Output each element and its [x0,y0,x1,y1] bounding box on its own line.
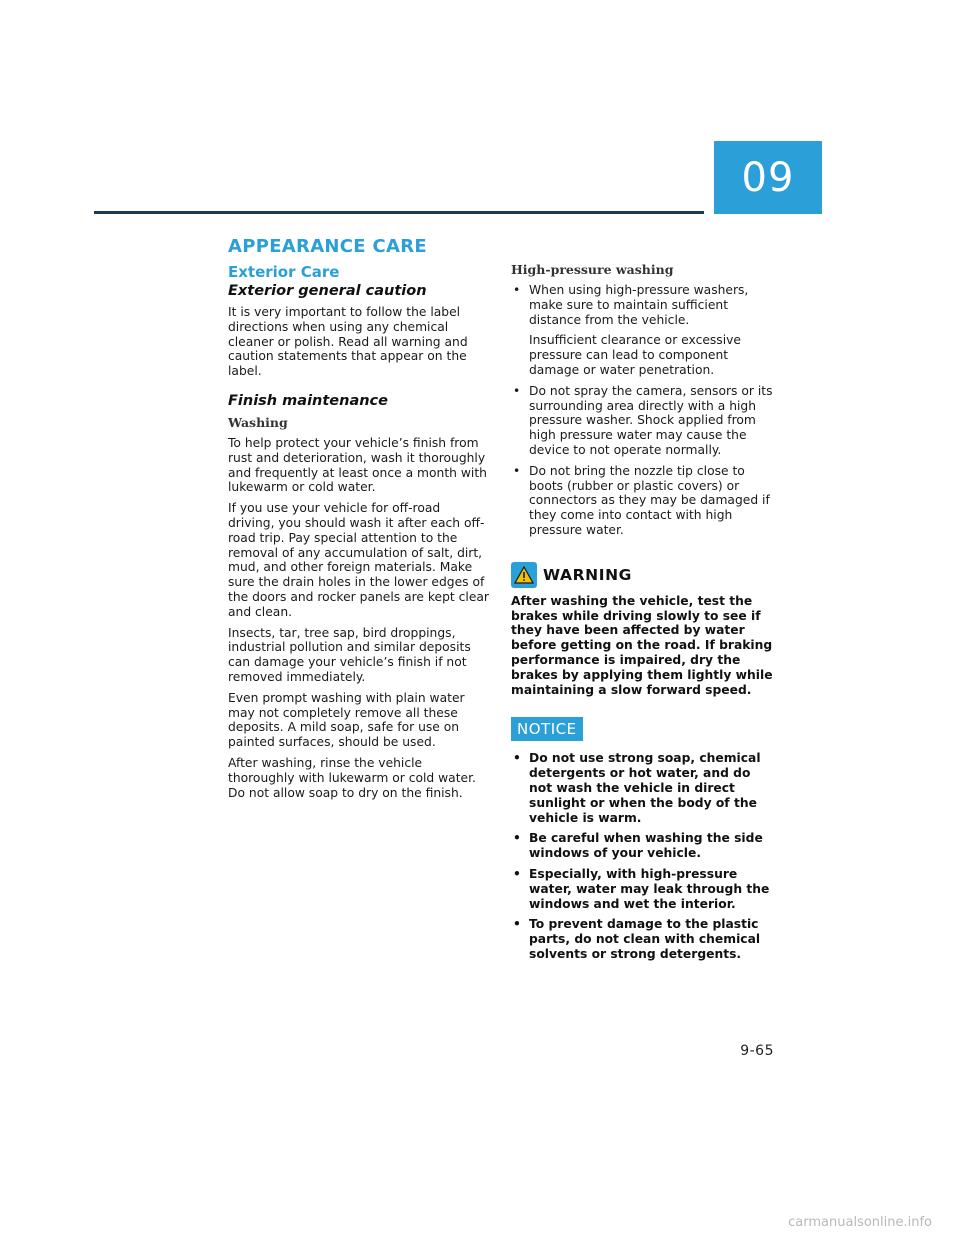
list-item-text: To prevent damage to the plastic parts, do not clean with chemical solvents or strong detergents. [529,917,761,961]
left-column [228,236,490,806]
chapter-number: 09 [741,154,795,201]
heading-finish-maintenance: Finish maintenance [228,392,388,409]
heading-exterior-general-caution: Exterior general caution [228,283,427,299]
bullet-mark: • [513,866,521,881]
list-item-text: Do not bring the nozzle tip close to boots (rubber or plastic covers) or connectors as they may be damaged if they come into contact with high pressure water. [529,463,770,537]
washing-paragraph: Even prompt washing with plain water may not completely remove all these deposits. A mild soap, safe for use on painted surfaces, should be used. [228,690,465,750]
warning-header [511,562,773,588]
bullet-mark: • [513,463,521,478]
list-item [511,917,773,961]
caution-paragraph: It is very important to follow the label directions when using any chemical cleaner or polish. Read all warning and caution statements that appear on the label. [228,305,468,379]
warning-triangle-icon [511,562,537,588]
bullet-mark: • [513,283,521,297]
list-item [511,831,773,861]
bullet-mark: • [513,383,521,398]
subsection-title: Exterior Care [228,263,340,281]
list-item-extra: Insufficient clearance or excessive pressure can lead to component damage or water penetration. [529,333,741,377]
washing-paragraph: After washing, rinse the vehicle thoroughly with lukewarm or cold water. Do not allow soap to dry on the finish. [228,755,476,800]
list-item [511,283,773,378]
list-item-text: When using high-pressure washers, make sure to maintain sufficient distance from the vehicle. [529,283,749,327]
heading-high-pressure-washing: High-pressure washing [511,262,674,277]
bullet-mark: • [513,831,521,846]
chapter-tab [714,141,822,214]
washing-paragraph: Insects, tar, tree sap, bird droppings, industrial pollution and similar deposits can damage your vehicle’s finish if not removed immediately. [228,625,471,684]
notice-badge: NOTICE [511,717,583,741]
warning-text: After washing the vehicle, test the brakes while driving slowly to see if they have been affected by water before getting on the road. If braking performance is impaired, dry the brakes by applying them lightly while maintaining a slow forward speed. [511,593,773,697]
list-item [511,384,773,458]
notice-list [511,751,773,961]
washing-paragraph: To help protect your vehicle’s finish from rust and deterioration, wash it thoroughly and frequently at least once a month with lukewarm or cold water. [228,435,487,495]
bullet-mark: • [513,917,521,932]
section-title: APPEARANCE CARE [228,236,427,257]
warning-label: WARNING [543,565,632,584]
bullet-mark: • [513,751,521,766]
list-item-text: Do not spray the camera, sensors or its surrounding area directly with a high pressure washer. Shock applied from high pressure water may cause the device to not operate normally. [529,383,773,457]
list-item-text: Be careful when washing the side windows of your vehicle. [529,831,763,861]
list-item [511,464,773,538]
header-rule [94,211,704,214]
washing-paragraph: If you use your vehicle for off-road driving, you should wash it after each off-road trip. Pay special attention to the removal of any accumulation of salt, dirt, mud, and other foreign materials. Make sure the drain holes in the lower edges of the doors and rocker panels are kept clear and clean. [228,501,489,619]
list-item-text: Do not use strong soap, chemical detergents or hot water, and do not wash the vehicle in direct sunlight or when the body of the vehicle is warm. [529,751,761,825]
list-item [511,867,773,911]
high-pressure-list [511,283,773,538]
right-column [511,262,773,968]
heading-washing: Washing [228,414,288,430]
page-number: 9-65 [740,1043,774,1059]
watermark: carmanualsonline.info [788,1215,932,1230]
list-item-text: Especially, with high-pressure water, water may leak through the windows and wet the interior. [529,866,770,911]
list-item [511,751,773,825]
